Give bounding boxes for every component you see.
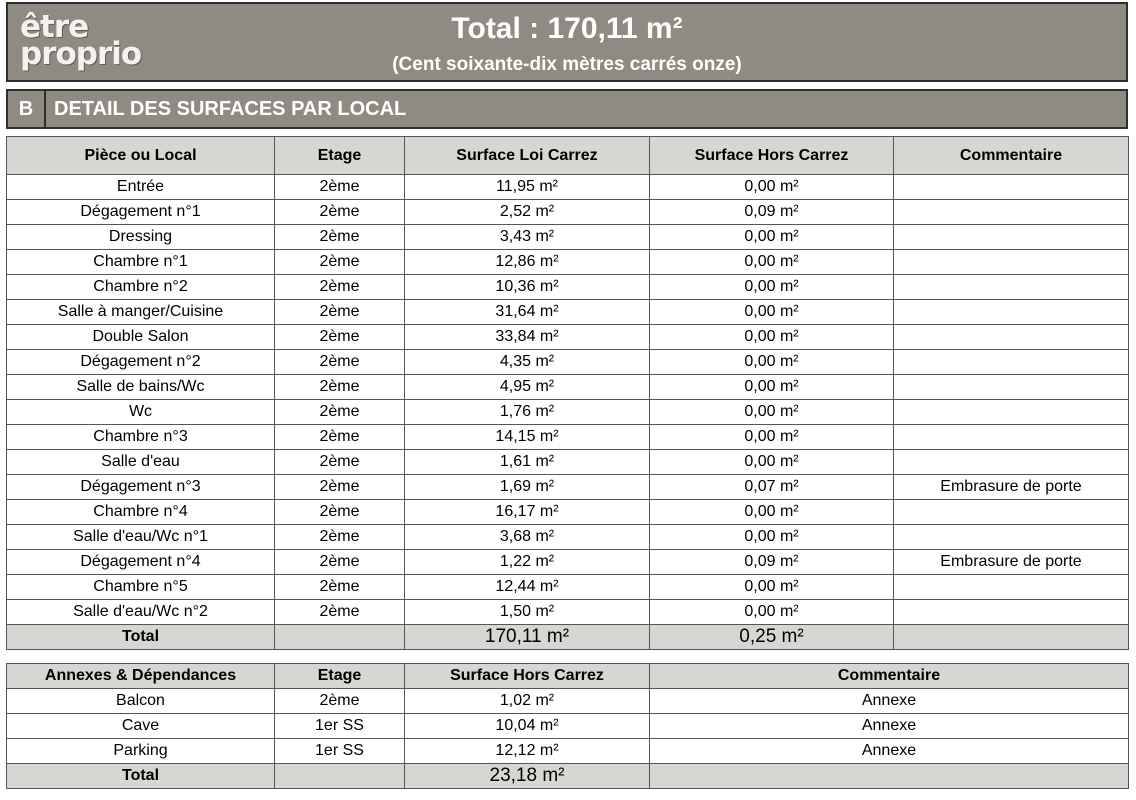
column-header: Surface Loi Carrez — [405, 137, 650, 175]
table-row — [7, 739, 1129, 764]
table-cell: 0,00 m² — [650, 400, 894, 425]
table-cell: Dégagement n°2 — [7, 350, 275, 375]
table-cell: 0,00 m² — [650, 575, 894, 600]
table-cell: 0,09 m² — [650, 200, 894, 225]
table-cell — [894, 500, 1129, 525]
table-cell: 4,35 m² — [405, 350, 650, 375]
table-cell: 0,00 m² — [650, 325, 894, 350]
total-hors-carrez: 0,25 m² — [650, 625, 894, 650]
table-cell: Embrasure de porte — [894, 550, 1129, 575]
section-letter: B — [8, 91, 46, 127]
table-cell: Chambre n°3 — [7, 425, 275, 450]
table-cell: 2ème — [275, 500, 405, 525]
table-cell — [894, 175, 1129, 200]
table-cell: Embrasure de porte — [894, 475, 1129, 500]
table-cell: 0,00 m² — [650, 225, 894, 250]
table-cell: 2ème — [275, 600, 405, 625]
table-cell: 0,00 m² — [650, 600, 894, 625]
table-row — [7, 575, 1129, 600]
total-empty-cell — [275, 764, 405, 789]
total-carrez: 170,11 m² — [405, 625, 650, 650]
table-cell — [894, 375, 1129, 400]
table-cell: 1er SS — [275, 714, 405, 739]
table-row — [7, 689, 1129, 714]
table-cell: 2ème — [275, 475, 405, 500]
table-cell — [894, 200, 1129, 225]
table-cell: Parking — [7, 739, 275, 764]
table-cell: Wc — [7, 400, 275, 425]
column-header: Surface Hors Carrez — [405, 664, 650, 689]
table-row — [7, 175, 1129, 200]
table-cell: Chambre n°5 — [7, 575, 275, 600]
table-cell: Annexe — [650, 689, 1129, 714]
table-cell: 10,04 m² — [405, 714, 650, 739]
table-row — [7, 714, 1129, 739]
table-cell: Annexe — [650, 739, 1129, 764]
table-cell: 3,43 m² — [405, 225, 650, 250]
table-cell: 0,00 m² — [650, 500, 894, 525]
table-row — [7, 375, 1129, 400]
table-row — [7, 225, 1129, 250]
table-cell — [894, 425, 1129, 450]
table-cell: Dressing — [7, 225, 275, 250]
table-cell: 2ème — [275, 400, 405, 425]
table-cell: Chambre n°1 — [7, 250, 275, 275]
table-cell: Chambre n°4 — [7, 500, 275, 525]
table-cell: 1,61 m² — [405, 450, 650, 475]
table-cell: 0,07 m² — [650, 475, 894, 500]
table-cell: 0,00 m² — [650, 250, 894, 275]
table-cell: Chambre n°2 — [7, 275, 275, 300]
table-cell: 2ème — [275, 525, 405, 550]
table-row — [7, 275, 1129, 300]
table-cell — [894, 575, 1129, 600]
table-cell: 14,15 m² — [405, 425, 650, 450]
table-row — [7, 400, 1129, 425]
table-row — [7, 350, 1129, 375]
table-cell: 33,84 m² — [405, 325, 650, 350]
table-cell: Salle d'eau/Wc n°1 — [7, 525, 275, 550]
table-cell: 2ème — [275, 250, 405, 275]
table-cell: 2ème — [275, 575, 405, 600]
table-cell — [894, 300, 1129, 325]
table-cell: 1,76 m² — [405, 400, 650, 425]
column-header: Pièce ou Local — [7, 137, 275, 175]
table-cell: 31,64 m² — [405, 300, 650, 325]
table-cell: 2ème — [275, 375, 405, 400]
table-cell: 1,02 m² — [405, 689, 650, 714]
table-cell: 1,69 m² — [405, 475, 650, 500]
total-title: Total : 170,11 m² — [451, 12, 683, 45]
table-cell: Salle d'eau — [7, 450, 275, 475]
table-cell — [894, 350, 1129, 375]
table-cell: 1,22 m² — [405, 550, 650, 575]
table-cell: 0,00 m² — [650, 450, 894, 475]
table-cell: 2ème — [275, 300, 405, 325]
table-cell: Cave — [7, 714, 275, 739]
column-header: Etage — [275, 137, 405, 175]
table-cell — [894, 400, 1129, 425]
table-cell — [894, 600, 1129, 625]
table-cell: 0,00 m² — [650, 300, 894, 325]
section-header — [6, 89, 1128, 129]
table-cell: 3,68 m² — [405, 525, 650, 550]
table-cell: Balcon — [7, 689, 275, 714]
table-cell: 0,00 m² — [650, 525, 894, 550]
table-cell: 2ème — [275, 550, 405, 575]
table-row — [7, 250, 1129, 275]
table-cell: Salle à manger/Cuisine — [7, 300, 275, 325]
table-cell: Salle de bains/Wc — [7, 375, 275, 400]
table-cell: Dégagement n°4 — [7, 550, 275, 575]
annexes-header-row — [7, 664, 1129, 689]
table-cell: Annexe — [650, 714, 1129, 739]
table-cell: 2ème — [275, 175, 405, 200]
surfaces-header-row — [7, 137, 1129, 175]
total-empty-cell — [275, 625, 405, 650]
table-cell: 2ème — [275, 689, 405, 714]
table-cell: 11,95 m² — [405, 175, 650, 200]
table-cell: Entrée — [7, 175, 275, 200]
table-cell: 2ème — [275, 325, 405, 350]
table-cell — [894, 325, 1129, 350]
table-row — [7, 500, 1129, 525]
total-subtitle: (Cent soixante-dix mètres carrés onze) — [392, 54, 742, 75]
table-cell: 12,12 m² — [405, 739, 650, 764]
table-cell: 1,50 m² — [405, 600, 650, 625]
surfaces-total-row — [7, 625, 1129, 650]
table-row — [7, 525, 1129, 550]
table-cell: 0,00 m² — [650, 175, 894, 200]
header-banner — [6, 2, 1128, 82]
table-cell: 16,17 m² — [405, 500, 650, 525]
table-cell: 0,00 m² — [650, 425, 894, 450]
table-cell: Salle d'eau/Wc n°2 — [7, 600, 275, 625]
table-cell — [894, 525, 1129, 550]
table-cell: 2ème — [275, 425, 405, 450]
table-row — [7, 600, 1129, 625]
table-cell: Dégagement n°3 — [7, 475, 275, 500]
table-row — [7, 325, 1129, 350]
column-header: Commentaire — [894, 137, 1129, 175]
table-cell: 0,09 m² — [650, 550, 894, 575]
surfaces-table — [6, 136, 1129, 650]
column-header: Annexes & Dépendances — [7, 664, 275, 689]
table-cell: 2ème — [275, 350, 405, 375]
total-empty-cell — [894, 625, 1129, 650]
table-cell: 12,86 m² — [405, 250, 650, 275]
column-header: Surface Hors Carrez — [650, 137, 894, 175]
logo-line-2: proprio — [20, 36, 142, 72]
total-label: Total — [7, 764, 275, 789]
table-cell: 2,52 m² — [405, 200, 650, 225]
annexes-total-row — [7, 764, 1129, 789]
table-cell: Dégagement n°1 — [7, 200, 275, 225]
logo-line-1: être — [20, 9, 89, 45]
table-cell — [894, 450, 1129, 475]
table-cell: 2ème — [275, 200, 405, 225]
column-header: Commentaire — [650, 664, 1129, 689]
section-title: DETAIL DES SURFACES PAR LOCAL — [54, 98, 407, 120]
total-hors-carrez: 23,18 m² — [405, 764, 650, 789]
table-row — [7, 200, 1129, 225]
table-cell: 2ème — [275, 225, 405, 250]
table-cell: 0,00 m² — [650, 375, 894, 400]
table-cell: 1er SS — [275, 739, 405, 764]
table-cell — [894, 250, 1129, 275]
table-cell: 0,00 m² — [650, 275, 894, 300]
table-row — [7, 425, 1129, 450]
annexes-table — [6, 663, 1129, 789]
table-cell: 12,44 m² — [405, 575, 650, 600]
table-cell: 2ème — [275, 275, 405, 300]
table-cell: 0,00 m² — [650, 350, 894, 375]
table-row — [7, 300, 1129, 325]
table-cell: 4,95 m² — [405, 375, 650, 400]
table-row — [7, 550, 1129, 575]
table-cell: Double Salon — [7, 325, 275, 350]
total-label: Total — [7, 625, 275, 650]
table-cell: 2ème — [275, 450, 405, 475]
table-row — [7, 475, 1129, 500]
total-empty-cell — [650, 764, 1129, 789]
table-cell — [894, 275, 1129, 300]
table-row — [7, 450, 1129, 475]
table-cell: 10,36 m² — [405, 275, 650, 300]
table-cell — [894, 225, 1129, 250]
column-header: Etage — [275, 664, 405, 689]
